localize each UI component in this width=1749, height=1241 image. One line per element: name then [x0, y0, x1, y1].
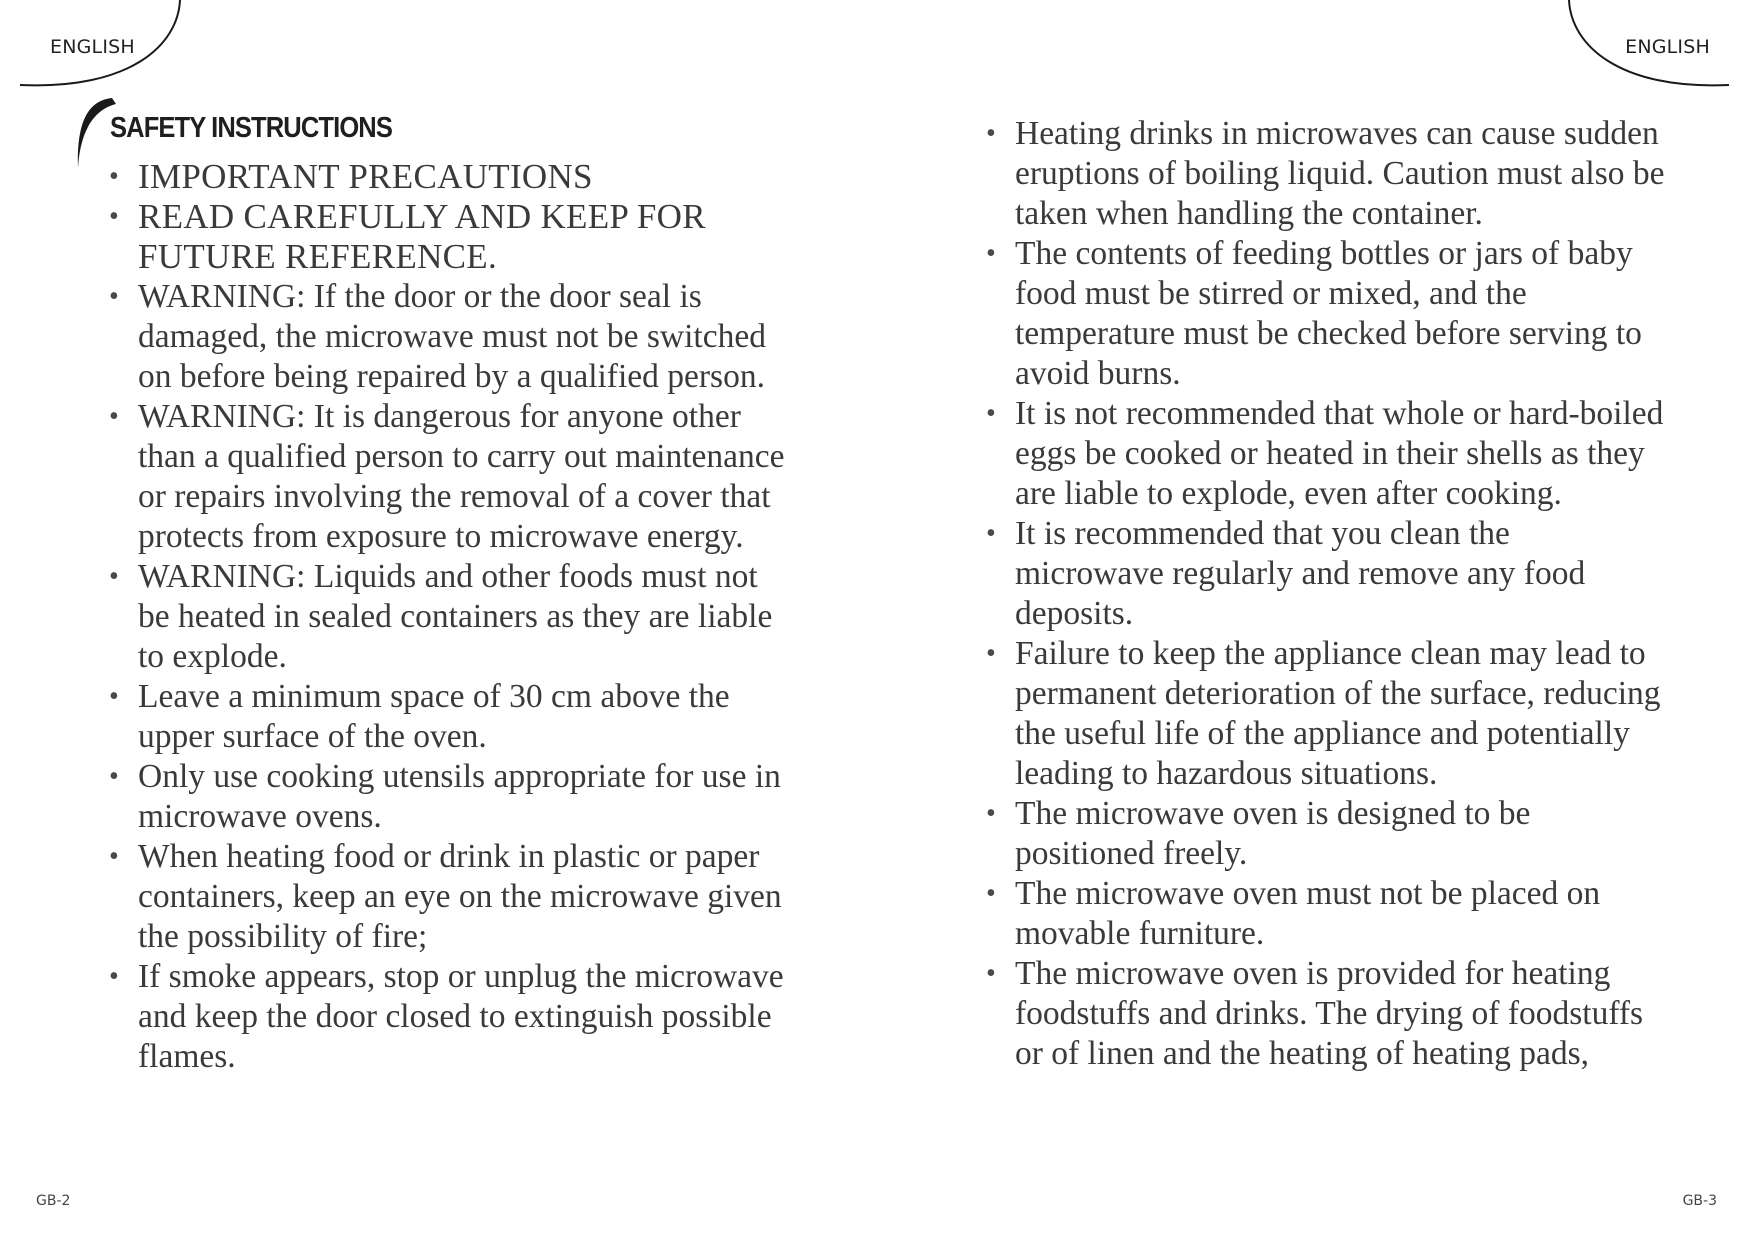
list-item: • The microwave oven is designed to be positioned freely.	[986, 794, 1666, 874]
language-label-right: ENGLISH	[1625, 36, 1710, 58]
list-item: • WARNING: It is dangerous for anyone other than a qualified person to carry out maintenance or repairs involving the removal of a cover that protects from exposure to microwave energy.	[109, 397, 789, 557]
list-item: • If smoke appears, stop or unplug the microwave and keep the door closed to extinguish possible flames.	[109, 957, 789, 1077]
list-item: • Failure to keep the appliance clean may lead to permanent deterioration of the surface, reducing the useful life of the appliance and potentially leading to hazardous situations.	[986, 634, 1666, 794]
list-item: • READ CAREFULLY AND KEEP FOR FUTURE REFERENCE.	[109, 197, 789, 277]
list-item: • Heating drinks in microwaves can cause sudden eruptions of boiling liquid. Caution must also be taken when handling the container.	[986, 114, 1666, 234]
corner-arc-decoration	[1489, 0, 1749, 100]
safety-instructions-list-right	[986, 114, 1666, 1074]
list-item: • When heating food or drink in plastic or paper containers, keep an eye on the microwave given the possibility of fire;	[109, 837, 789, 957]
list-item: • The microwave oven is provided for heating foodstuffs and drinks. The drying of foodstuffs or of linen and the heating of heating pads,	[986, 954, 1666, 1074]
list-item: • It is not recommended that whole or hard-boiled eggs be cooked or heated in their shells as they are liable to explode, even after cooking.	[986, 394, 1666, 514]
page-number-left: GB-2	[36, 1193, 71, 1209]
safety-instructions-list-left	[109, 157, 789, 1077]
list-item: • The contents of feeding bottles or jars of baby food must be stirred or mixed, and the temperature must be checked before serving to avoid burns.	[986, 234, 1666, 394]
language-label-left: ENGLISH	[50, 36, 135, 58]
list-item: • It is recommended that you clean the microwave regularly and remove any food deposits.	[986, 514, 1666, 634]
list-item: • IMPORTANT PRECAUTIONS	[109, 157, 789, 197]
page-number-right: GB-3	[1682, 1193, 1717, 1209]
list-item: • Only use cooking utensils appropriate for use in microwave ovens.	[109, 757, 789, 837]
list-item: • Leave a minimum space of 30 cm above the upper surface of the oven.	[109, 677, 789, 757]
list-item: • The microwave oven must not be placed on movable furniture.	[986, 874, 1666, 954]
section-title: SAFETY INSTRUCTIONS	[110, 112, 392, 144]
list-item: • WARNING: If the door or the door seal is damaged, the microwave must not be switched on before being repaired by a qualified person.	[109, 277, 789, 397]
list-item: • WARNING: Liquids and other foods must not be heated in sealed containers as they are liable to explode.	[109, 557, 789, 677]
